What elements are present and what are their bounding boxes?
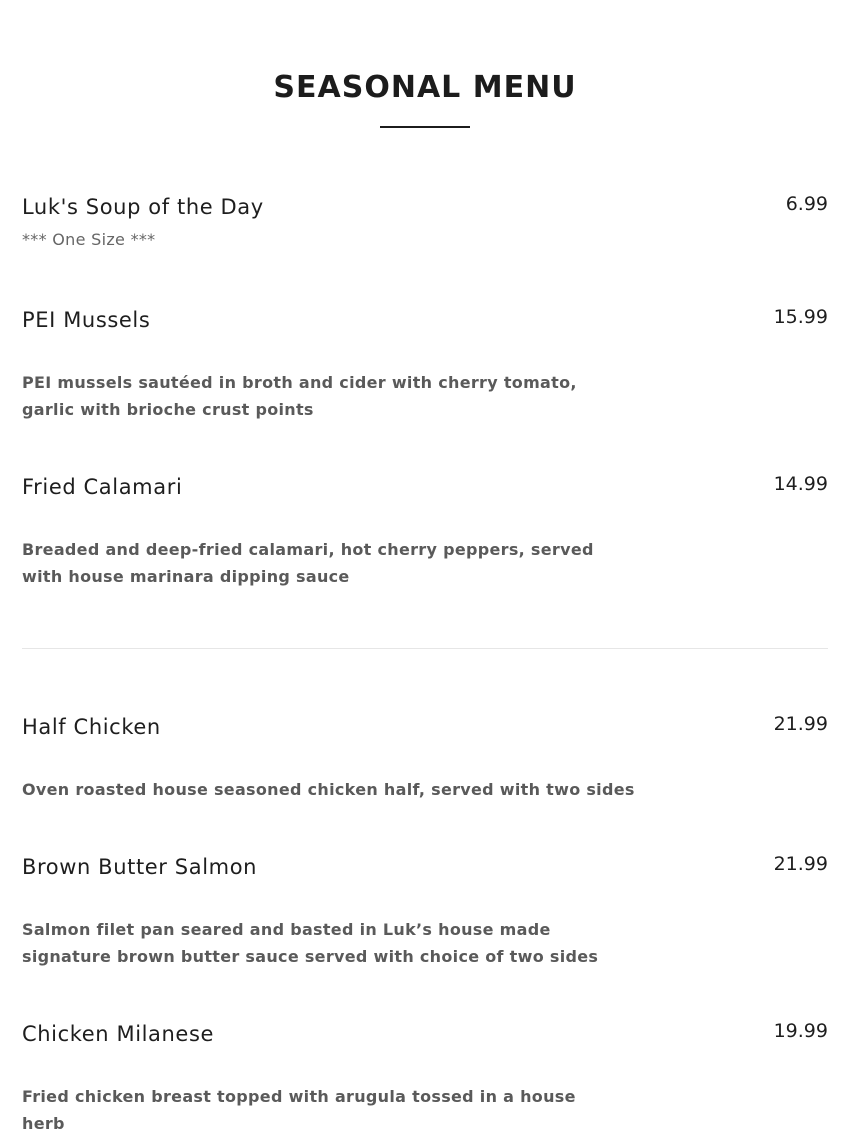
menu-item-brown-butter-salmon [22, 853, 828, 973]
section-divider [22, 648, 828, 649]
item-name: Chicken Milanese [22, 1022, 215, 1046]
menu-item-half-chicken [22, 713, 828, 803]
item-description: Fried chicken breast topped with arugula tossed in a house herb [22, 1087, 576, 1133]
item-description: Oven roasted house seasoned chicken half, served with two sides [22, 780, 635, 799]
item-name: Brown Butter Salmon [22, 855, 258, 879]
menu-item-pei-mussels [22, 306, 828, 426]
item-description: Salmon filet pan seared and basted in Luk’s house made signature brown butter sauce served with choice of two sides [22, 920, 599, 966]
item-name: Fried Calamari [22, 475, 183, 499]
title-underline [380, 126, 470, 128]
item-price: 14.99 [773, 473, 828, 495]
item-name: Luk's Soup of the Day [22, 195, 264, 219]
menu-item-soup-of-the-day [22, 193, 828, 253]
item-description: PEI mussels sautéed in broth and cider with cherry tomato, garlic with brioche crust points [22, 373, 577, 419]
menu-item-chicken-milanese [22, 1020, 828, 1133]
item-price: 6.99 [785, 193, 828, 215]
menu-item-fried-calamari [22, 473, 828, 593]
item-price: 19.99 [773, 1020, 828, 1042]
item-size: *** One Size *** [22, 230, 156, 249]
item-description: Breaded and deep-fried calamari, hot cherry peppers, served with house marinara dipping sauce [22, 540, 594, 586]
item-price: 15.99 [773, 306, 828, 328]
menu-title: SEASONAL MENU [273, 70, 577, 105]
item-name: Half Chicken [22, 715, 161, 739]
item-price: 21.99 [773, 853, 828, 875]
item-price: 21.99 [773, 713, 828, 735]
item-name: PEI Mussels [22, 308, 151, 332]
